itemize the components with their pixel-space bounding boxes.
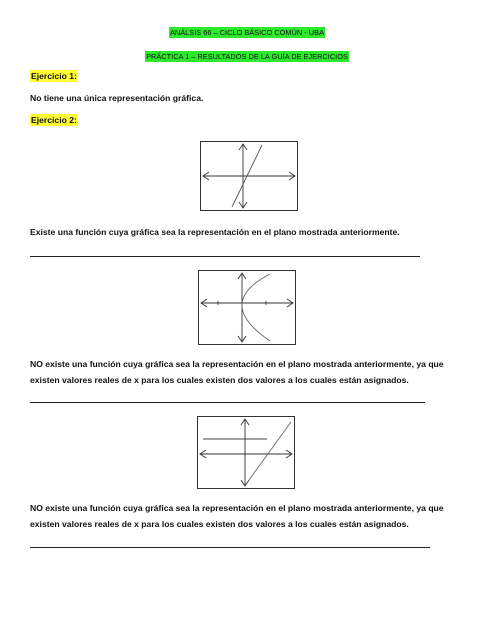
ejercicio-2-item-2-text [30, 356, 444, 388]
item-1-line-1: Existe una función cuya gráfica sea la representación en el plano mostrada anteriormente. [30, 227, 400, 237]
item-3-line-1: NO existe una función cuya gráfica sea la representación en el plano mostrada anteriormente, ya que [30, 503, 444, 513]
separator-line [30, 402, 425, 403]
course-title: ANÁLSIS 66 – CICLO BÁSICO COMÚN - UBA [169, 28, 324, 37]
graph-sideways-parabola [198, 270, 296, 345]
ejercicio-1-label: Ejercicio 1: [31, 71, 77, 81]
separator-line [30, 256, 420, 257]
ejercicio-2-item-3-text [30, 500, 444, 532]
item-2-line-2: existen valores reales de x para los cuales existen dos valores a los cuales están asignados. [30, 375, 409, 385]
graph-frame [198, 417, 295, 489]
ejercicio-2-label: Ejercicio 2: [31, 115, 77, 125]
graph-frame [199, 271, 296, 345]
course-title-line [0, 28, 494, 37]
graph-line-through-axes [200, 141, 298, 211]
ejercicio-2-item-1-text [30, 224, 400, 240]
separator-line [30, 547, 430, 548]
practice-title-line [0, 52, 494, 61]
item-3-line-2: existen valores reales de x para los cuales existen dos valores a los cuales están asignados. [30, 519, 409, 529]
ejercicio-1-heading [30, 71, 78, 81]
ejercicio-2-heading [30, 115, 78, 125]
ejercicio-1-answer: No tiene una única representación gráfica. [30, 93, 204, 103]
graph-horizontal-segment-and-ray [197, 416, 295, 489]
practice-title: PRÁCTICA 1 – RESULTADOS DE LA GUÍA DE EJERCICIOS [146, 52, 348, 61]
item-2-line-1: NO existe una función cuya gráfica sea la representación en el plano mostrada anteriormente, ya que [30, 359, 444, 369]
